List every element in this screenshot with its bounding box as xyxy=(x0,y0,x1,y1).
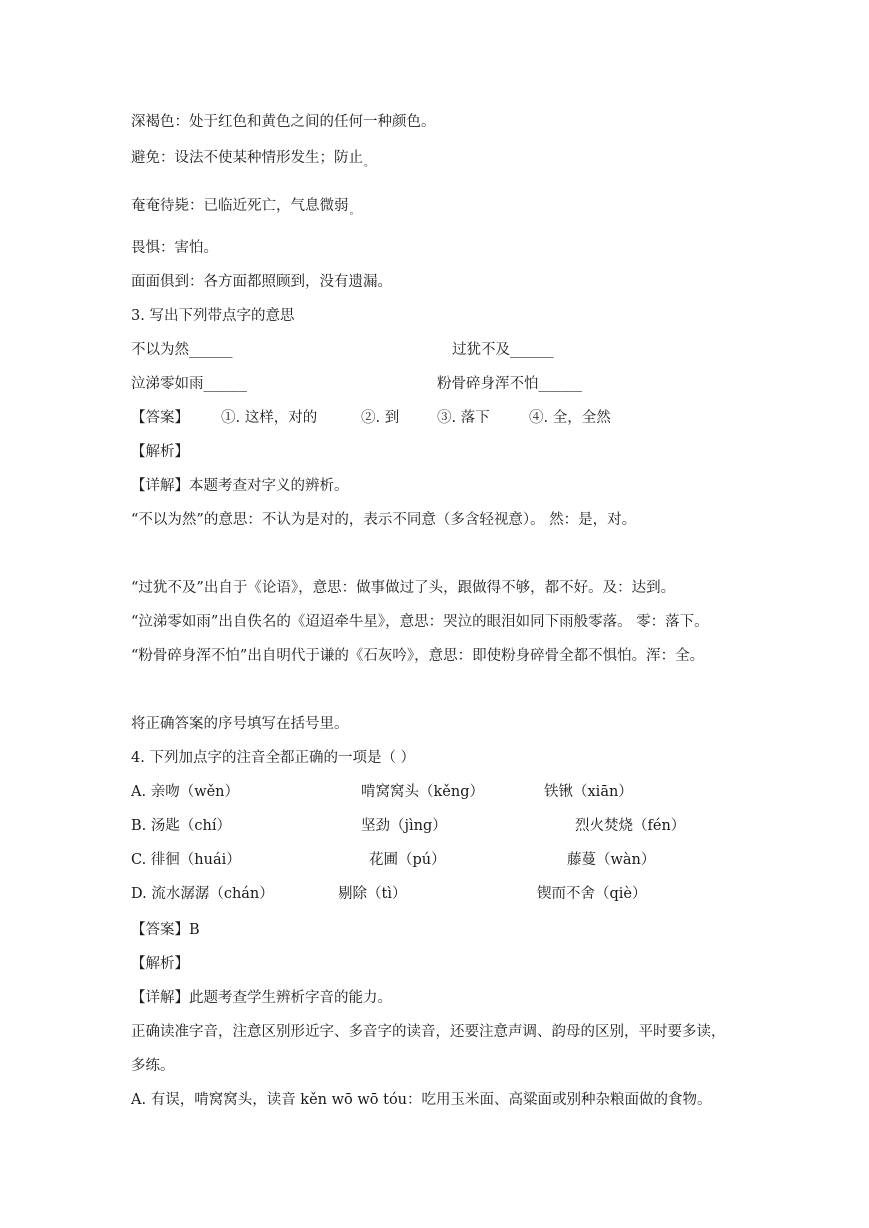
definition-line xyxy=(131,196,360,218)
trailing-dot: 。 xyxy=(364,158,374,169)
explanation-line: “过犹不及”出自于《论语》，意思：做事做过了头，跟做得不够，都不好。及：达到。 xyxy=(131,580,676,596)
analysis-label: 【解析】 xyxy=(131,956,189,972)
option-d-item: D. 流水潺潺（chán） xyxy=(131,886,274,902)
answer-line: 【答案】B xyxy=(131,922,200,938)
option-d-item: 剔除（tì） xyxy=(338,886,407,902)
option-a-item: 铁锹（xiān） xyxy=(544,784,633,800)
analysis-label: 【解析】 xyxy=(131,444,189,460)
option-b-item: 坚劲（jìng） xyxy=(361,818,447,834)
option-a-item: A. 亲吻（wěn） xyxy=(131,784,240,800)
option-b-item: 烈火焚烧（fén） xyxy=(575,818,686,834)
body-line: A. 有误，啃窝窝头，读音 kěn wō wō tóu：吃用玉米面、高粱面或别种杂粮面做的食物。 xyxy=(131,1092,712,1108)
question-3-item: 不以为然______ xyxy=(131,342,233,358)
answer-item: ①. 这样，对的 xyxy=(221,410,318,426)
answer-item: ②. 到 xyxy=(361,410,400,426)
definition-text: 奄奄待毙：已临近死亡，气息微弱 xyxy=(131,198,349,214)
answer-label: 【答案】 xyxy=(131,410,189,426)
question-4-title: 4. 下列加点字的注音全都正确的一项是（ ） xyxy=(131,750,416,766)
body-line: 多练。 xyxy=(131,1058,175,1074)
option-c-item: 藤蔓（wàn） xyxy=(567,852,656,868)
answer-item: ③. 落下 xyxy=(437,410,490,426)
option-d-item: 锲而不舍（qiè） xyxy=(537,886,647,902)
question-3-item: 过犹不及______ xyxy=(452,342,554,358)
explanation-line: “粉骨碎身浑不怕”出自明代于谦的《石灰吟》，意思：即使粉身碎骨全都不惧怕。浑：全。 xyxy=(131,648,705,664)
definition-line xyxy=(131,148,374,170)
trailing-dot: 。 xyxy=(349,206,360,217)
body-line: 正确读准字音，注意区别形近字、多音字的读音，还要注意声调、韵母的区别，平时要多读， xyxy=(131,1024,726,1040)
option-c-item: C. 徘徊（huái） xyxy=(131,852,241,868)
definition-text: 避免：设法不使某种情形发生；防止 xyxy=(131,150,363,166)
answer-item: ④. 全，全然 xyxy=(529,410,611,426)
definition-line: 深褐色：处于红色和黄色之间的任何一种颜色。 xyxy=(131,114,436,130)
definition-line: 畏惧：害怕。 xyxy=(131,240,218,256)
detail-line: 【详解】此题考查学生辨析字音的能力。 xyxy=(131,990,392,1006)
question-3-item: 泣涕零如雨______ xyxy=(131,376,247,392)
explanation-line: “不以为然”的意思：不认为是对的，表示不同意（多含轻视意）。 然：是，对。 xyxy=(131,512,637,528)
question-3-title: 3. 写出下列带点字的意思 xyxy=(131,308,295,324)
definition-line: 面面俱到：各方面都照顾到，没有遗漏。 xyxy=(131,274,392,290)
option-c-item: 花圃（pú） xyxy=(369,852,446,868)
detail-line: 【详解】本题考查对字义的辨析。 xyxy=(131,478,349,494)
option-a-item: 啃窝窝头（kěng） xyxy=(361,784,484,800)
instruction-line: 将正确答案的序号填写在括号里。 xyxy=(131,716,349,732)
question-3-item: 粉骨碎身浑不怕______ xyxy=(437,376,582,392)
explanation-line: “泣涕零如雨”出自佚名的《迢迢牵牛星》，意思：哭泣的眼泪如同下雨般零落。 零：落下。 xyxy=(131,614,709,630)
option-b-item: B. 汤匙（chí） xyxy=(131,818,231,834)
